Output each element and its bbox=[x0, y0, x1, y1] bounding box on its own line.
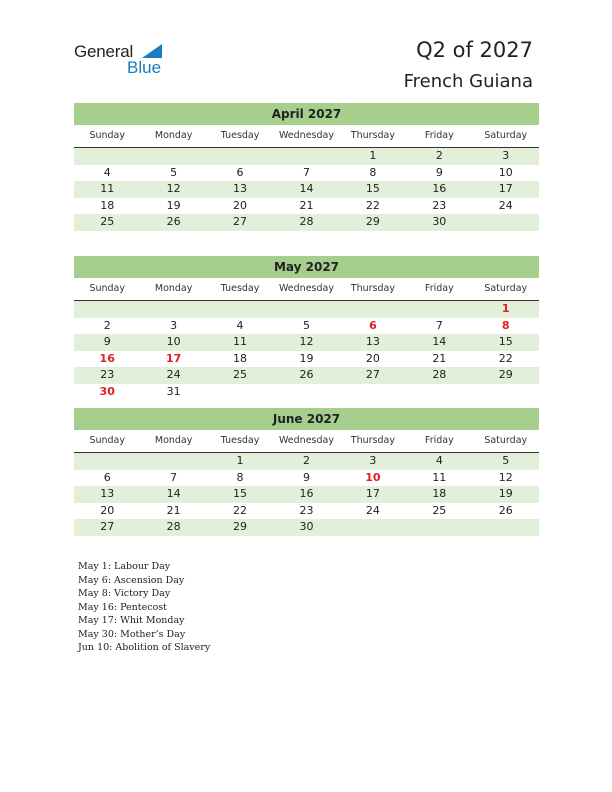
day-cell bbox=[273, 384, 339, 401]
week-row bbox=[74, 453, 539, 470]
week-row bbox=[74, 198, 539, 215]
brand-logo bbox=[74, 42, 174, 78]
weekday-label: Tuesday bbox=[220, 130, 260, 141]
day-cell: 11 bbox=[233, 335, 248, 348]
month-calendar bbox=[74, 103, 539, 231]
week-row bbox=[74, 486, 539, 503]
week-row bbox=[74, 334, 539, 351]
brand-triangle-icon bbox=[142, 44, 162, 58]
brand-blue-text: Blue bbox=[127, 58, 162, 77]
day-cell: 27 bbox=[100, 520, 115, 533]
holiday-day-cell: 17 bbox=[165, 351, 182, 365]
day-cell: 19 bbox=[498, 487, 513, 500]
day-cell: 3 bbox=[502, 149, 510, 162]
week-row bbox=[74, 470, 539, 487]
weekday-label: Sunday bbox=[89, 130, 125, 141]
holiday-notes bbox=[78, 560, 210, 655]
day-cell bbox=[140, 453, 206, 470]
day-cell: 25 bbox=[100, 215, 115, 228]
weekday-label: Saturday bbox=[484, 435, 528, 446]
holiday-note: May 8: Victory Day bbox=[78, 588, 171, 599]
day-cell: 23 bbox=[299, 503, 314, 517]
weekday-label: Monday bbox=[154, 435, 193, 446]
month-title: May 2027 bbox=[74, 256, 539, 278]
day-cell: 22 bbox=[365, 198, 380, 212]
day-cell: 10 bbox=[498, 165, 513, 179]
day-cell: 22 bbox=[498, 351, 513, 365]
day-cell bbox=[74, 301, 140, 318]
day-cell: 18 bbox=[432, 487, 447, 500]
day-cell: 5 bbox=[302, 318, 310, 332]
day-cell: 11 bbox=[432, 470, 447, 484]
day-cell bbox=[74, 453, 140, 470]
week-row bbox=[74, 181, 539, 198]
day-cell: 17 bbox=[365, 487, 380, 500]
day-cell: 12 bbox=[498, 470, 513, 484]
weekday-header bbox=[74, 280, 539, 301]
day-cell: 17 bbox=[498, 182, 513, 195]
week-row bbox=[74, 214, 539, 231]
week-row bbox=[74, 148, 539, 165]
weekday-label: Tuesday bbox=[220, 283, 260, 294]
day-cell: 20 bbox=[365, 351, 380, 365]
day-cell bbox=[473, 384, 539, 401]
holiday-note: May 30: Mother’s Day bbox=[78, 628, 186, 640]
holiday-day-cell: 8 bbox=[501, 318, 510, 332]
holiday-note: May 17: Whit Monday bbox=[78, 615, 185, 626]
weekday-label: Wednesday bbox=[278, 435, 334, 446]
day-cell: 5 bbox=[170, 165, 178, 179]
day-cell: 7 bbox=[170, 470, 178, 484]
day-cell: 12 bbox=[166, 182, 181, 195]
day-cell bbox=[406, 519, 472, 536]
day-cell: 2 bbox=[435, 149, 443, 162]
week-row bbox=[74, 503, 539, 520]
day-cell: 15 bbox=[498, 335, 513, 348]
day-cell: 4 bbox=[236, 318, 244, 332]
month-title: April 2027 bbox=[74, 103, 539, 125]
weekday-label: Thursday bbox=[350, 435, 395, 446]
day-cell: 29 bbox=[498, 368, 513, 381]
day-cell: 25 bbox=[233, 368, 248, 381]
day-cell bbox=[406, 384, 472, 401]
day-cell: 23 bbox=[432, 198, 447, 212]
weekday-label: Saturday bbox=[484, 130, 528, 141]
day-cell: 13 bbox=[100, 487, 115, 500]
day-cell: 19 bbox=[166, 198, 181, 212]
day-cell: 4 bbox=[103, 165, 111, 179]
day-cell bbox=[140, 301, 206, 318]
day-cell: 9 bbox=[302, 470, 310, 484]
day-cell: 11 bbox=[100, 182, 115, 195]
week-row bbox=[74, 318, 539, 335]
day-cell: 3 bbox=[170, 318, 178, 332]
day-cell bbox=[473, 519, 539, 536]
day-cell: 9 bbox=[435, 165, 443, 179]
day-cell: 3 bbox=[369, 454, 377, 467]
month-title: June 2027 bbox=[74, 408, 539, 430]
day-cell bbox=[406, 301, 472, 318]
day-cell: 29 bbox=[365, 215, 380, 228]
weekday-label: Monday bbox=[154, 130, 193, 141]
weekday-label: Thursday bbox=[350, 283, 395, 294]
day-cell bbox=[207, 384, 273, 401]
holiday-day-cell: 16 bbox=[99, 351, 115, 365]
day-cell bbox=[207, 301, 273, 318]
day-cell: 14 bbox=[166, 487, 181, 500]
day-cell: 6 bbox=[103, 470, 111, 484]
day-cell: 28 bbox=[166, 520, 181, 533]
holiday-day-cell: 10 bbox=[365, 470, 381, 484]
day-cell bbox=[273, 301, 339, 318]
day-cell: 2 bbox=[302, 454, 310, 467]
day-cell: 28 bbox=[299, 215, 314, 228]
day-cell: 22 bbox=[233, 503, 248, 517]
day-cell: 24 bbox=[166, 368, 181, 381]
week-row bbox=[74, 351, 539, 368]
day-cell: 15 bbox=[365, 182, 380, 195]
day-cell: 7 bbox=[435, 318, 443, 332]
day-cell: 18 bbox=[100, 198, 115, 212]
month-calendar bbox=[74, 256, 539, 400]
day-cell: 30 bbox=[299, 520, 314, 533]
weekday-label: Saturday bbox=[484, 283, 528, 294]
brand-general-text: General bbox=[74, 42, 134, 61]
weekday-header bbox=[74, 432, 539, 453]
day-cell: 26 bbox=[166, 215, 181, 228]
day-cell: 24 bbox=[365, 503, 380, 517]
weekday-label: Friday bbox=[424, 130, 454, 141]
day-cell: 1 bbox=[236, 454, 244, 467]
day-cell bbox=[340, 384, 406, 401]
weekday-label: Monday bbox=[154, 283, 193, 294]
weekday-label: Sunday bbox=[89, 283, 125, 294]
day-cell: 18 bbox=[233, 351, 248, 365]
day-cell: 21 bbox=[166, 503, 181, 517]
day-cell: 21 bbox=[432, 351, 447, 365]
day-cell: 10 bbox=[166, 335, 181, 348]
day-cell: 27 bbox=[365, 368, 380, 381]
day-cell: 16 bbox=[299, 487, 314, 500]
weekday-label: Sunday bbox=[89, 435, 125, 446]
country-name: French Guiana bbox=[403, 71, 533, 92]
weekday-header bbox=[74, 127, 539, 148]
day-cell: 1 bbox=[369, 149, 377, 162]
day-cell: 31 bbox=[166, 384, 181, 398]
day-cell: 21 bbox=[299, 198, 314, 212]
day-cell: 13 bbox=[365, 335, 380, 348]
weekday-label: Wednesday bbox=[278, 130, 334, 141]
holiday-note: May 6: Ascension Day bbox=[78, 574, 185, 586]
day-cell: 20 bbox=[100, 503, 115, 517]
day-cell bbox=[74, 148, 140, 165]
day-cell: 23 bbox=[100, 368, 115, 381]
day-cell: 26 bbox=[299, 368, 314, 381]
day-cell: 28 bbox=[432, 368, 447, 381]
holiday-day-cell: 1 bbox=[501, 302, 510, 315]
weekday-label: Friday bbox=[424, 283, 454, 294]
day-cell: 15 bbox=[233, 487, 248, 500]
day-cell: 27 bbox=[233, 215, 248, 228]
day-cell: 24 bbox=[498, 198, 513, 212]
day-cell: 19 bbox=[299, 351, 314, 365]
day-cell: 14 bbox=[299, 182, 314, 195]
day-cell: 13 bbox=[233, 182, 248, 195]
day-cell: 25 bbox=[432, 503, 447, 517]
holiday-note: May 1: Labour Day bbox=[78, 561, 171, 572]
week-row bbox=[74, 301, 539, 318]
day-cell: 2 bbox=[103, 318, 111, 332]
day-cell: 20 bbox=[233, 198, 248, 212]
day-cell bbox=[340, 301, 406, 318]
day-cell bbox=[340, 519, 406, 536]
day-cell: 16 bbox=[432, 182, 447, 195]
month-calendar bbox=[74, 408, 539, 536]
day-cell: 30 bbox=[432, 215, 447, 228]
day-cell: 29 bbox=[233, 520, 248, 533]
week-row bbox=[74, 384, 539, 401]
day-cell bbox=[473, 214, 539, 231]
holiday-note: Jun 10: Abolition of Slavery bbox=[78, 642, 211, 653]
week-row bbox=[74, 367, 539, 384]
page-title: Q2 of 2027 bbox=[416, 38, 533, 62]
holiday-day-cell: 30 bbox=[99, 384, 115, 398]
day-cell bbox=[207, 148, 273, 165]
day-cell: 26 bbox=[498, 503, 513, 517]
day-cell: 8 bbox=[369, 165, 377, 179]
day-cell: 12 bbox=[299, 335, 314, 348]
day-cell: 5 bbox=[502, 454, 510, 467]
weekday-label: Thursday bbox=[350, 130, 395, 141]
holiday-day-cell: 6 bbox=[369, 318, 377, 332]
day-cell: 7 bbox=[302, 165, 310, 179]
day-cell bbox=[273, 148, 339, 165]
weekday-label: Tuesday bbox=[220, 435, 260, 446]
day-cell: 8 bbox=[236, 470, 244, 484]
day-cell bbox=[140, 148, 206, 165]
day-cell: 6 bbox=[236, 165, 244, 179]
day-cell: 4 bbox=[435, 454, 443, 467]
week-row bbox=[74, 165, 539, 182]
holiday-note: May 16: Pentecost bbox=[78, 601, 167, 613]
weekday-label: Wednesday bbox=[278, 283, 334, 294]
day-cell: 14 bbox=[432, 335, 447, 348]
day-cell: 9 bbox=[103, 335, 111, 348]
week-row bbox=[74, 519, 539, 536]
weekday-label: Friday bbox=[424, 435, 454, 446]
